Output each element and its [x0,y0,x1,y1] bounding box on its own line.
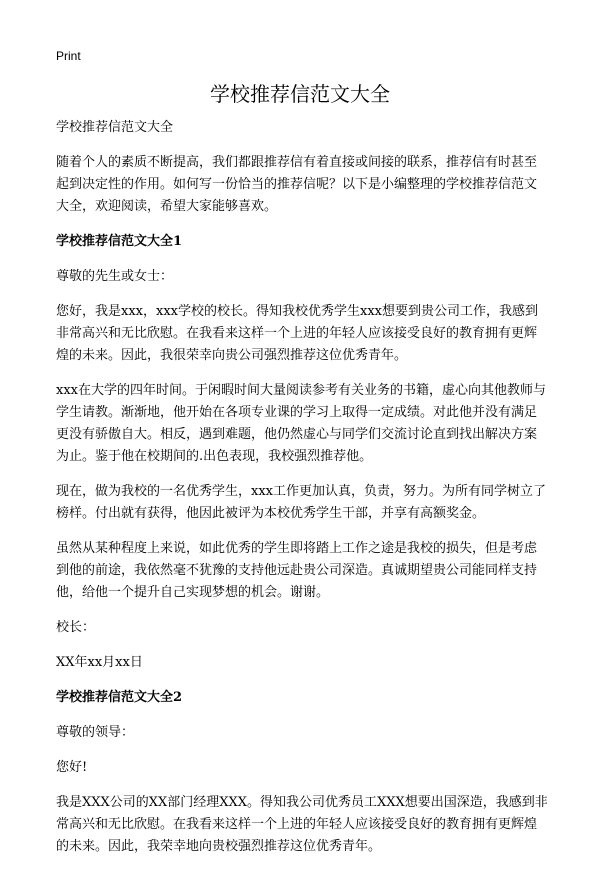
section-heading: 学校推荐信范文大全1 [56,234,183,249]
body-paragraph: 随着个人的素质不断提高，我们都跟推荐信有着直接或间接的联系，推荐信有时甚至起到决定性的作用。如何写一份恰当的推荐信呢？以下是小编整理的学校推荐信范文大全，欢迎阅读，希望大家能够喜欢。 [56,155,538,214]
body-paragraph: 现在，做为我校的一名优秀学生，xxx工作更加认真，负责，努力。为所有同学树立了榜样。付出就有获得，他因此被评为本校优秀学生干部，并享有高额奖金。 [56,484,546,521]
body-paragraph: 学校推荐信范文大全 [56,120,174,135]
section-heading: 学校推荐信范文大全2 [56,690,183,705]
body-paragraph: 虽然从某种程度上来说，如此优秀的学生即将踏上工作之途是我校的损失，但是考虑到他的前途，我依然毫不犹豫的支持他远赴贵公司深造。真诚期望贵公司能同样支持他，给他一个提升自己实现梦想的机会。谢谢。 [56,541,538,600]
page-title: 学校推荐信范文大全 [210,82,390,106]
body-paragraph: 尊敬的领导： [56,725,135,740]
body-paragraph: 您好，我是xxx，xxx学校的校长。得知我校优秀学生xxx想要到贵公司工作，我感到非常高兴和无比欣慰。在我看来这样一个上进的年轻人应该接受良好的教育拥有更辉煌的未来。因此，我很荣幸向贵公司强烈推荐这位优秀青年。 [56,304,538,363]
body-paragraph: xxx在大学的四年时间。于闲暇时间大量阅读参考有关业务的书籍，虚心向其他教师与学生请教。渐渐地，他开始在各项专业课的学习上取得一定成绩。对此他并没有满足更没有骄傲自大。相反，遇到难题，他仍然虚心与同学们交流讨论直到找出解决方案为止。鉴于他在校期间的.出色表现，我校强烈推荐他。 [56,383,546,464]
body-paragraph: XX年xx月xx日 [56,655,143,670]
print-link[interactable]: Print [56,49,81,63]
document-body [56,117,548,871]
body-paragraph: 您好! [56,760,88,775]
body-paragraph: 我是XXX公司的XX部门经理XXX。得知我公司优秀员工XXX想要出国深造，我感到非常高兴和无比欣慰。在我看来这样一个上进的年轻人应该接受良好的教育拥有更辉煌的未来。因此，我荣幸地向贵校强烈推荐这位优秀青年。 [56,795,548,854]
body-paragraph: 尊敬的先生或女士： [56,269,174,284]
body-paragraph: 校长： [56,620,96,635]
